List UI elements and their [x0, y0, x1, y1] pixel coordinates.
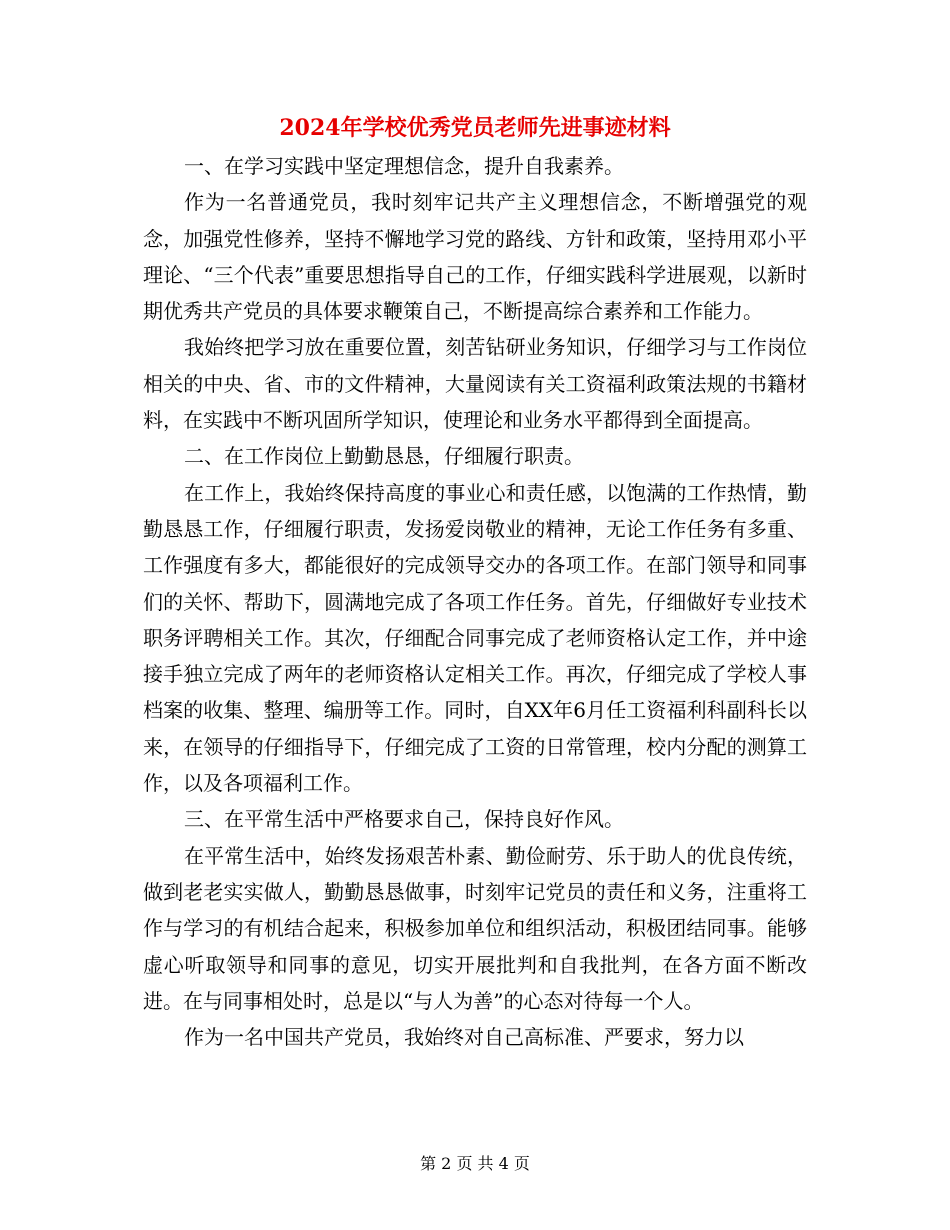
document-page [143, 108, 807, 1055]
body-paragraph: 我始终把学习放在重要位置，刻苦钻研业务知识，仔细学习与工作岗位相关的中央、省、市的文件精神，大量阅读有关工资福利政策法规的书籍材料，在实践中不断巩固所学知识，使理论和业务水平都得到全面提高。 [143, 335, 807, 433]
section-heading-2: 二、在工作岗位上勤勤恳恳，仔细履行职责。 [184, 444, 584, 469]
body-paragraph: 在工作上，我始终保持高度的事业心和责任感，以饱满的工作热情，勤勤恳恳工作，仔细履行职责，发扬爱岗敬业的精神，无论工作任务有多重、工作强度有多大，都能很好的完成领导交办的各项工作。在部门领导和同事们的关怀、帮助下，圆满地完成了各项工作任务。首先，仔细做好专业技术职务评聘相关工作。其次，仔细配合同事完成了老师资格认定工作，并中途接手独立完成了两年的老师资格认定相关工作。再次，仔细完成了学校人事档案的收集、整理、编册等工作。同时，自XX年6月任工资福利科副科长以来，在领导的仔细指导下，仔细完成了工资的日常管理，校内分配的测算工作，以及各项福利工作。 [143, 480, 807, 796]
body-paragraph: 作为一名中国共产党员，我始终对自己高标准、严要求，努力以 [184, 1025, 744, 1050]
section-heading-1: 一、在学习实践中坚定理想信念，提升自我素养。 [184, 154, 624, 178]
body-paragraph: 作为一名普通党员，我时刻牢记共产主义理想信念，不断增强党的观念，加强党性修养，坚持不懈地学习党的路线、方针和政策，坚持用邓小平理论、“三个代表”重要思想指导自己的工作，仔细实践科学进展观，以新时期优秀共产党员的具体要求鞭策自己，不断提高综合素养和工作能力。 [143, 190, 807, 324]
page-footer: 第 2 页 共 4 页 [420, 1154, 530, 1173]
section-heading-3: 三、在平常生活中严格要求自己，保持良好作风。 [184, 807, 624, 832]
document-title: 2024年学校优秀党员老师先进事迹材料 [279, 115, 671, 141]
body-paragraph: 在平常生活中，始终发扬艰苦朴素、勤俭耐劳、乐于助人的优良传统，做到老老实实做人，勤勤恳恳做事，时刻牢记党员的责任和义务，注重将工作与学习的有机结合起来，积极参加单位和组织活动，积极团结同事。能够虚心听取领导和同事的意见，切实开展批判和自我批判，在各方面不断改进。在与同事相处时，总是以“与人为善”的心态对待每一个人。 [143, 843, 807, 1013]
